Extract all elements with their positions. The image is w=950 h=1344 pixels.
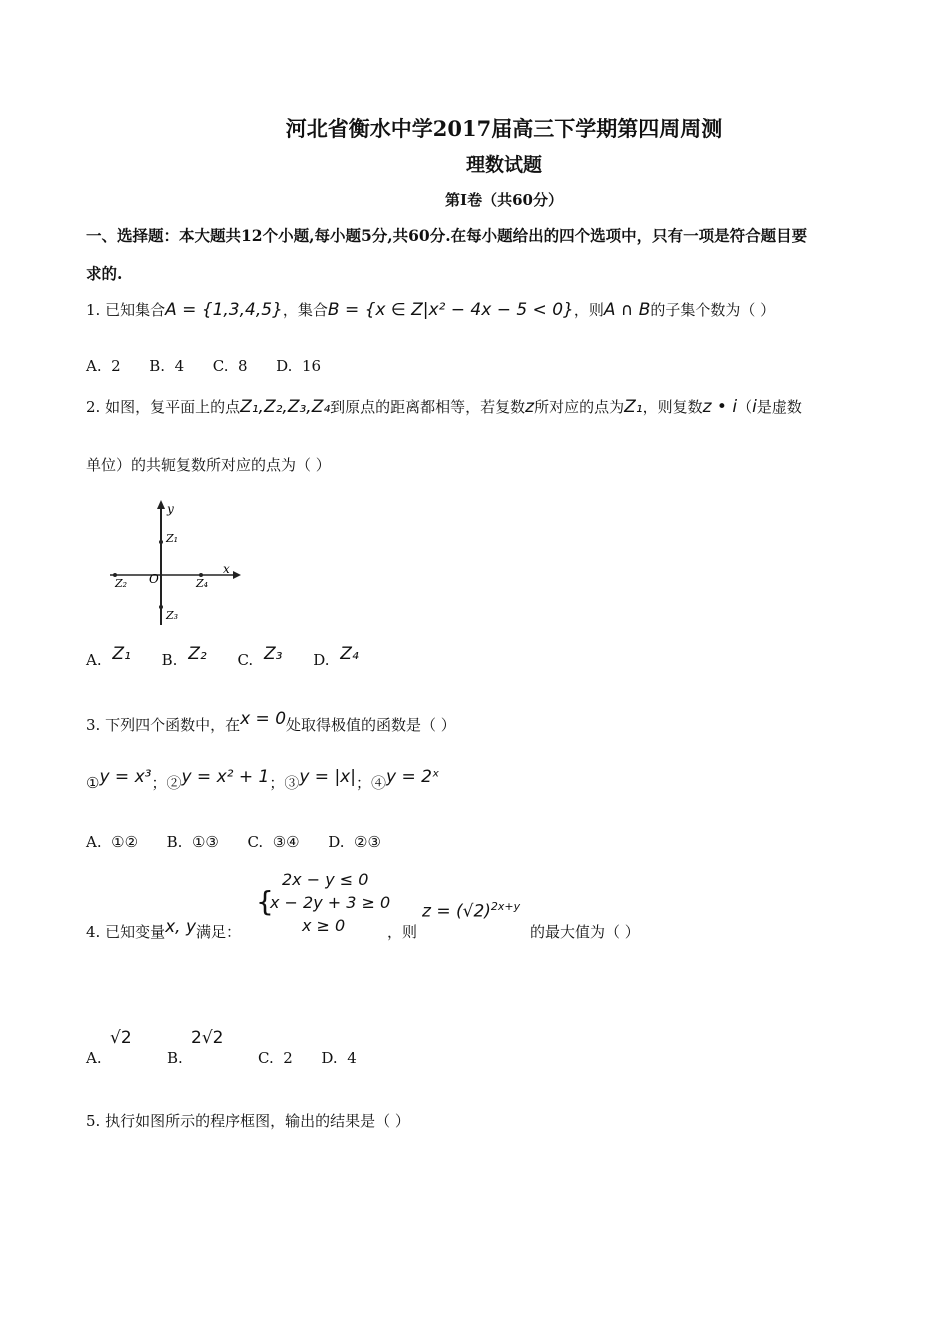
q2-opt-b-label: B. <box>161 651 178 669</box>
q2-opt-d-label: D. <box>313 651 330 669</box>
q3-prefix: 3. 下列四个函数中，在 <box>86 716 241 734</box>
q3-f4: y = 2ˣ <box>386 767 440 787</box>
q3-f1-mark: ① <box>86 774 100 792</box>
q2-suffix: 是虚数 <box>756 398 802 416</box>
x-label: x <box>223 562 230 576</box>
q2-z: z <box>525 397 535 417</box>
q3-functions <box>86 767 440 793</box>
q3-options: A. ①② B. ①③ C. ③④ D. ②③ <box>86 833 381 851</box>
complex-plane-figure <box>105 495 245 630</box>
q4-constraint-2: x − 2y + 3 ≥ 0 <box>270 893 391 912</box>
q4-opt-a-value: √2 <box>110 1028 132 1048</box>
q3-f2: y = x² + 1 <box>181 767 270 787</box>
q1-set-a: A = {1,3,4,5} <box>165 300 283 320</box>
z4-label: Z₄ <box>196 577 209 590</box>
question-5: 5. 执行如图所示的程序框图，输出的结果是（ ） <box>86 1112 410 1130</box>
q2-points: Z₁,Z₂,Z₃,Z₄ <box>240 397 331 417</box>
point-z1 <box>159 540 163 544</box>
q1-options: A. 2 B. 4 C. 8 D. 16 <box>86 357 322 375</box>
q2-mid2: 所对应的点为 <box>534 398 625 416</box>
q1-prefix: 1. 已知集合 <box>86 301 166 319</box>
q2-line2: 单位）的共轭复数所对应的点为（ ） <box>86 456 331 474</box>
q3-f1: y = x³ <box>99 767 152 787</box>
q3-cond: x = 0 <box>240 709 287 729</box>
q4-constraint-1: 2x − y ≤ 0 <box>282 870 369 889</box>
q2-z1: Z₁ <box>624 397 643 417</box>
q4-mid: 满足： <box>196 923 242 941</box>
q2-opt-c-value: Z₃ <box>263 644 283 664</box>
q4-opt-a-label: A. <box>86 1049 102 1067</box>
question-1 <box>86 299 775 320</box>
q2-mid: 到原点的距离都相等，若复数 <box>330 398 526 416</box>
q2-opt-a-label: A. <box>86 651 102 669</box>
q3-f3: y = |x| <box>299 767 356 787</box>
page-title: 河北省衡水中学2017届高三下学期第四周周测 <box>285 116 723 141</box>
q1-intersection: A ∩ B <box>603 300 651 320</box>
question-3 <box>86 709 456 735</box>
q4-z-exponent: 2x+y <box>490 900 521 913</box>
part-heading-line1: 一、选择题：本大题共12个小题,每小题5分,共60分.在每小题给出的四个选项中，只有一项是符合题目要 <box>86 226 808 245</box>
q4-opt-cd: C. 2 D. 4 <box>258 1049 357 1067</box>
q3-f2-mark: ；② <box>151 774 182 792</box>
y-label: y <box>167 502 174 516</box>
q2-opt-a-value: Z₁ <box>112 644 131 664</box>
q4-prefix: 4. 已知变量 <box>86 923 166 941</box>
q4-z-expr: z = (√2) <box>422 901 491 922</box>
z2-label: Z₂ <box>115 577 128 590</box>
z3-label: Z₃ <box>166 609 179 622</box>
q1-set-b: B = {x ∈ Z|x² − 4x − 5 < 0} <box>327 300 574 320</box>
q2-options <box>86 644 359 670</box>
y-axis-arrow <box>157 500 165 509</box>
q4-vars: x, y <box>165 917 197 937</box>
q2-opt-d-value: Z₄ <box>340 644 359 664</box>
q4-opt-b-value: 2√2 <box>191 1028 224 1048</box>
q3-f4-mark: ；④ <box>355 774 386 792</box>
question-4 <box>86 917 242 942</box>
z1-label: Z₁ <box>166 532 179 545</box>
q4-opt-b-label: B. <box>167 1049 183 1067</box>
q2-mid3: ，则复数 <box>642 398 703 416</box>
q2-zi: z • i <box>702 397 738 417</box>
page-subtitle: 理数试题 <box>465 154 542 176</box>
x-axis-arrow <box>233 571 241 579</box>
q1-suffix: 的子集个数为（ ） <box>650 301 776 319</box>
q1-mid: ，集合 <box>282 301 328 319</box>
question-2 <box>86 396 802 417</box>
q3-f3-mark: ；③ <box>269 774 300 792</box>
q2-opt-b-value: Z₂ <box>188 644 207 664</box>
q4-mid2: ，则 <box>387 923 418 941</box>
part-heading-line2: 求的. <box>86 264 123 283</box>
point-z3 <box>159 605 163 609</box>
q4-constraint-3: x ≥ 0 <box>302 916 346 935</box>
q2-prefix: 2. 如图，复平面上的点 <box>86 398 241 416</box>
q2-i: i <box>752 397 757 417</box>
q4-brace: { <box>256 885 274 918</box>
origin-label: O <box>149 572 159 586</box>
q4-objective <box>422 900 520 921</box>
q1-mid2: ，则 <box>573 301 604 319</box>
q3-suffix: 处取得极值的函数是（ ） <box>286 716 456 734</box>
q2-opt-c-label: C. <box>237 651 254 669</box>
q4-suffix: 的最大值为（ ） <box>530 923 640 941</box>
section-title: 第Ⅰ卷（共60分） <box>445 191 563 209</box>
q2-mid4: （ <box>737 398 753 416</box>
